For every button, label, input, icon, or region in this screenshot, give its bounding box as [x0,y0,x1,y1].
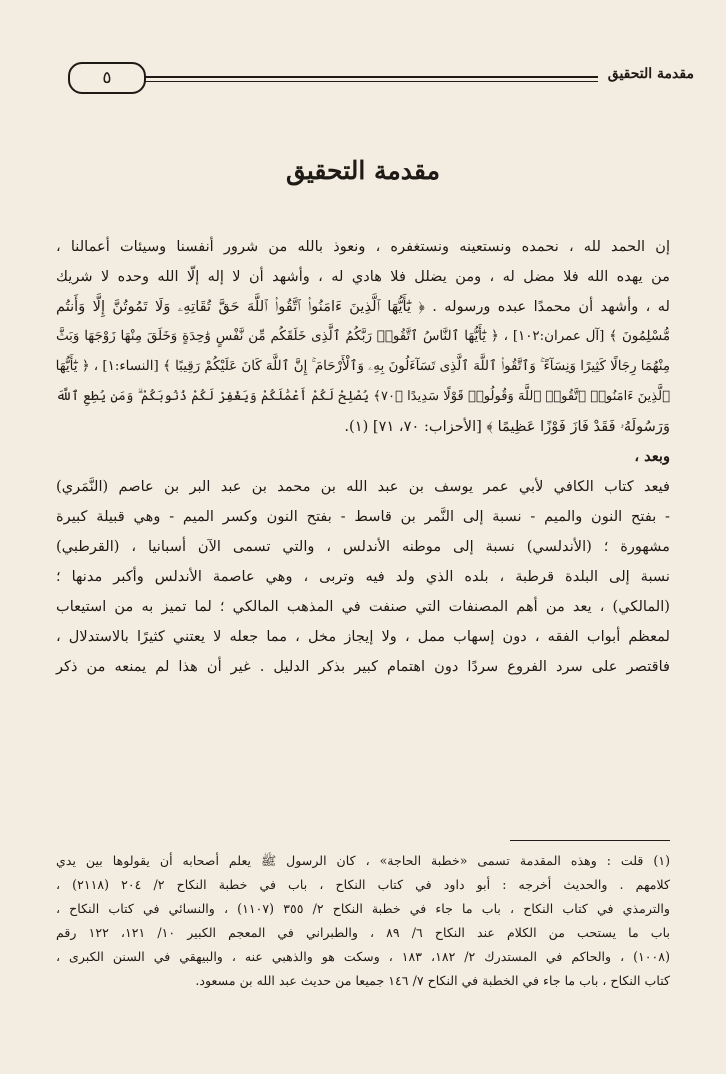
header-rule-thin [144,81,598,82]
text-line: مُّسْلِمُونَ ﴾ [آل عمران:١٠٢] ، ﴿ يَٰٓأَيُّهَا ٱلنَّاسُ ٱتَّقُوا۟ رَبَّكُمُ ٱلَّذِى خَلَقَكُم مِّن نَّفْسٍ وَٰحِدَةٍ وَخَلَقَ مِنْهَا زَوْجَهَا وَبَثَّ [56,329,670,344]
text-line: لمعظم أبواب الفقه ، دون إسهاب ممل ، ولا إيجاز مخل ، مما جعله لا يعتني كثيرًا بالاستدلال ، [56,628,670,645]
footnote-line: (١) قلت : وهذه المقدمة تسمى «خطبة الحاجة» ، كان الرسول ﷺ يعلم أصحابه أن يقولوها بين يدي [56,853,670,868]
text-line: له ، وأشهد أن محمدًا عبده ورسوله . ﴿ يَٰٓأَيُّهَا ٱلَّذِينَ ءَامَنُوا۟ ٱتَّقُوا۟ ٱللَّهَ حَقَّ تُقَاتِهِۦ وَلَا تَمُوتُنَّ إِلَّا وَأَنتُم [56,298,670,315]
header-rule [144,76,598,78]
footnote-rule [510,840,670,841]
text-line: مِنْهُمَا رِجَالًا كَثِيرًا وَنِسَآءً ۚ وَٱتَّقُوا۟ ٱللَّهَ ٱلَّذِى تَسَآءَلُونَ بِهِۦ وَٱلْأَرْحَامَ ۚ إِنَّ ٱللَّهَ كَانَ عَلَيْكُمْ رَقِيبًا ﴾ [النساء:١] ، ﴿ يَٰٓأَيُّهَا [55,359,670,374]
text-line: فاقتصر على سرد الفروع سردًا دون اهتمام كبير بذكر الدليل . غير أن هذا لم يمنعه من ذكر [56,658,670,675]
footnote-line: كتاب النكاح ، باب ما جاء في الخطبة في النكاح ٧/ ١٤٦ جميعا من حديث عبد الله بن مسعود. [195,973,670,988]
footnotes [56,840,670,993]
text-line: من يهده الله فلا مضل له ، ومن يضلل فلا هادي له ، وأشهد أن لا إله إلّا الله وحده لا شريك [56,268,670,285]
main-text [56,232,670,682]
wa-bad-heading: وبعد ، [634,448,670,465]
footnote-line: (١٠٠٨) ، والحاكم في المستدرك ٢/ ١٨٢، ١٨٣ ، وسكت هو والذهبي عنه ، والبيهقي في السنن الكبرى ، [56,949,670,964]
running-title: مقدمة التحقيق [607,66,694,82]
text-line: وَرَسُولَهُۥ فَقَدْ فَازَ فَوْزًا عَظِيمًا ﴾ [الأحزاب: ٧٠، ٧١] (١). [344,418,670,435]
text-line: - بفتح النون والميم - نسبة إلى النَّمر بن قاسط - بفتح النون وكسر الميم - وهي قبيلة كبيرة [56,508,670,525]
text-line: ٱلَّذِينَ ءَامَنُوا۟ ٱتَّقُوا۟ ٱللَّهَ وَقُولُوا۟ قَوْلًا سَدِيدًا ﴿٧٠﴾ يُصْلِحْ لَكُمْ أَعْمَٰلَكُمْ وَيَغْفِرْ لَكُمْ ذُنُوبَكُمْ ۗ وَمَن يُطِعِ ٱللَّهَ [56,389,670,404]
footnote-line: كلامهم . والحديث أخرجه : أبو داود في كتاب النكاح ، باب في خطبة النكاح ٢/ ٢٠٤ (٢١١٨) ، [56,877,671,892]
page-number: ٥ [68,62,146,94]
footnote-line: باب ما يستحب من الكلام عند النكاح ٦/ ٨٩ ، والطبراني في المعجم الكبير ١٠/ ١٢١، ١٢٢ رقم [56,925,670,940]
chapter-title: مقدمة التحقيق [286,156,440,185]
footnote-line: والترمذي في كتاب النكاح ، باب ما جاء في خطبة النكاح ٢/ ٣٥٥ (١١٠٧) ، والنسائي في كتاب النكاح ، [56,901,671,916]
text-line: إن الحمد لله ، نحمده ونستعينه ونستغفره ، ونعوذ بالله من شرور أنفسنا وسيئات أعمالنا ، [56,238,670,255]
text-line: نسبة إلى البلدة قرطبة ، بلده الذي ولد فيه وتربى ، وهي عاصمة الأندلس وأكبر مدنها ؛ [56,568,670,585]
text-line: مشهورة ؛ (الأندلسي) نسبة إلى موطنه الأندلس ، والتي تسمى الآن أسبانيا ، (القرطبي) [56,538,670,555]
running-header [68,62,694,102]
text-line: فيعد كتاب الكافي لأبي عمر يوسف بن عبد الله بن محمد بن عبد البر بن عاصم (النَّمَري) [56,478,670,495]
text-line: (المالكي) ، يعد من أهم المصنفات التي صنفت في المذهب المالكي ؛ لما تميز به من استيعاب [56,598,670,615]
